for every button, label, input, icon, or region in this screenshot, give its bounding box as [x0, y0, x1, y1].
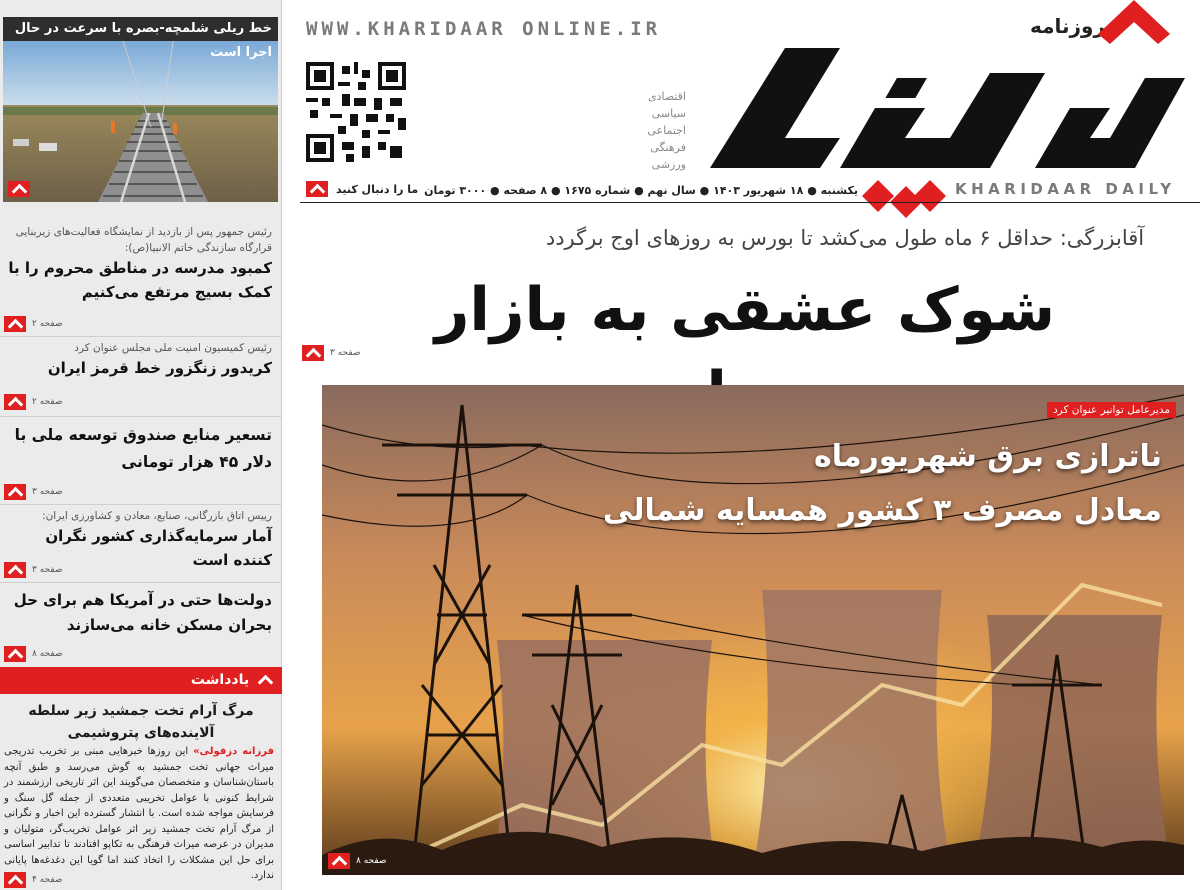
section-list	[600, 88, 686, 173]
top-story-title: خط ریلی شلمچه-بصره با سرعت در حال اجرا است	[3, 17, 278, 41]
page-reference[interactable]	[4, 870, 63, 890]
section-label: فرهنگی	[650, 141, 686, 154]
chevron-up-icon	[4, 394, 26, 410]
chevron-up-icon	[4, 316, 26, 332]
note-section-header	[0, 667, 282, 694]
header-divider	[300, 202, 1200, 203]
chevron-up-icon[interactable]	[8, 181, 30, 197]
feature-kicker: مدیرعامل توانیر عنوان کرد	[1047, 402, 1176, 418]
chevron-up-icon	[254, 672, 272, 688]
page-number: صفحه ۳	[330, 348, 361, 358]
page-number: صفحه ۸	[356, 856, 387, 866]
qr-code[interactable]	[306, 62, 406, 162]
feature-story[interactable]	[322, 385, 1184, 875]
chevron-up-icon	[302, 345, 324, 361]
top-story-card[interactable]	[3, 17, 278, 202]
feature-title-line: معادل مصرف ۳ کشور همسایه شمالی	[602, 493, 1162, 528]
section-label: ورزشی	[651, 158, 686, 171]
news-headline: کریدور زنگزور خط قرمز ایران	[47, 359, 272, 377]
page-number: صفحه ۲	[32, 319, 63, 329]
page-reference[interactable]	[4, 392, 63, 412]
newspaper-logo	[690, 38, 1190, 176]
page-number: صفحه ۳	[32, 565, 63, 575]
section-label: سیاسی	[651, 107, 686, 120]
news-item[interactable]	[4, 340, 278, 412]
site-url[interactable]: WWW.KHARIDAAR ONLINE.IR	[306, 18, 662, 40]
page-reference[interactable]	[328, 853, 387, 869]
left-sidebar	[0, 0, 282, 890]
page-reference[interactable]	[4, 644, 63, 664]
chevron-up-icon	[4, 484, 26, 500]
main-headline[interactable]: شوک عشقی به بازار	[434, 275, 1056, 345]
news-item[interactable]	[4, 588, 278, 664]
note-title[interactable]: مرگ آرام تخت جمشید زیر سلطه آلاینده‌های پتروشیمی	[28, 703, 254, 741]
page-number: صفحه ۴	[32, 875, 63, 885]
railway-photo	[3, 41, 278, 202]
section-label: اجتماعی	[647, 124, 686, 137]
note-body: فرزانه دزفولی» این روزها خبرهایی مبنی بر تخریب تدریجی میراث جهانی تخت جمشید به گوش می‌رسد و طبق آنچه باستان‌شناسان و متخصصان می‌گویند این اثر تاریخی ارزشمند در شرایط کنونی با عوامل تخریبی متعددی از جمله گل سنگ و فرسایش مواجه شده است. با انتشار گسترده این اخبار و نگرانی از مرگ آرام تخت جمشید زیر اثر عوامل تخریب‌گر، متولیان و مدیران در عرصه میراث فرهنگی به تکاپو افتادند تا تدابیر اساسی برای حل این مشکلات را اتخاذ کنند اما گویا این دغدغه‌ها پایانی ندارد.	[4, 746, 274, 881]
news-headline: تسعیر منابع صندوق توسعه ملی با دلار ۴۵ هزار تومانی	[14, 426, 272, 471]
sub-headline: آقابزرگی: حداقل ۶ ماه طول می‌کشد تا بورس به روزهای اوج برگردد	[545, 226, 1145, 250]
daily-wordmark: KHARIDAAR DAILY	[955, 180, 1176, 198]
news-kicker: رئیس جمهور پس از بازدید از نمایشگاه فعالیت‌های زیربنایی قرارگاه سازندگی خاتم الانبیا(ص):	[15, 226, 272, 254]
chevron-up-icon	[4, 646, 26, 662]
news-item[interactable]	[4, 422, 278, 502]
note-text: این روزها خبرهایی مبنی بر تخریب تدریجی میراث جهانی تخت جمشید به گوش می‌رسد و طبق آنچه باستان‌شناسان و متخصصان می‌گویند این اثر تاریخی ارزشمند در شرایط کنونی با عوامل تخریبی متعددی از جمله گل سنگ و فرسایش مواجه شده است. با انتشار گسترده این اخبار و نگرانی از مرگ آرام تخت جمشید زیر اثر عوامل تخریب‌گر، متولیان و مدیران در عرصه میراث فرهنگی به تکاپو افتادند تا تدابیر اساسی برای حل این مشکلات را اتخاذ کنند اما گویا این دغدغه‌ها پایانی ندارد.	[4, 746, 274, 881]
news-item[interactable]	[4, 224, 278, 334]
divider	[0, 416, 282, 417]
page-number: صفحه ۲	[32, 397, 63, 407]
chevron-up-icon	[4, 562, 26, 578]
page-reference[interactable]	[4, 482, 63, 502]
divider	[0, 582, 282, 583]
diamond-ornament-icon	[858, 176, 948, 224]
newspaper-label: روزنامه	[1030, 14, 1105, 38]
chevron-up-icon	[306, 181, 328, 197]
news-kicker: رییس اتاق بازرگانی، صنایع، معادن و کشاورزی ایران:	[42, 510, 272, 522]
note-author: فرزانه دزفولی	[199, 746, 274, 757]
chevron-up-icon	[4, 872, 26, 888]
page-reference[interactable]	[4, 314, 63, 334]
divider	[0, 504, 282, 505]
page-reference[interactable]	[4, 560, 63, 580]
section-label: اقتصادی	[647, 90, 686, 103]
issue-date-line: یکشنبه ● ۱۸ شهریور ۱۴۰۳ ● سال نهم ● شماره ۱۶۷۵ ● ۸ صفحه ● ۳۰۰۰ تومان	[424, 184, 858, 197]
news-headline: کمبود مدرسه در مناطق محروم را با کمک بسیج مرتفع می‌کنیم	[8, 259, 272, 301]
chevron-up-icon	[328, 853, 350, 869]
page-reference[interactable]	[302, 345, 361, 361]
news-headline: دولت‌ها حتی در آمریکا هم برای حل بحران مسکن خانه می‌سازند	[13, 591, 272, 634]
news-headline: آمار سرمایه‌گذاری کشور نگران کننده است	[45, 527, 272, 569]
page-number: صفحه ۳	[32, 487, 63, 497]
follow-us-label: ما را دنبال کنید	[336, 182, 419, 196]
feature-title-line: ناترازی برق شهریورماه	[813, 439, 1162, 474]
follow-us[interactable]	[306, 181, 418, 197]
note-section-label: یادداشت	[190, 672, 250, 688]
news-kicker: رئیس کمیسیون امنیت ملی مجلس عنوان کرد	[74, 342, 272, 354]
page-number: صفحه ۸	[32, 649, 63, 659]
feature-title	[602, 430, 1162, 538]
divider	[0, 336, 282, 337]
news-item[interactable]	[4, 508, 278, 580]
